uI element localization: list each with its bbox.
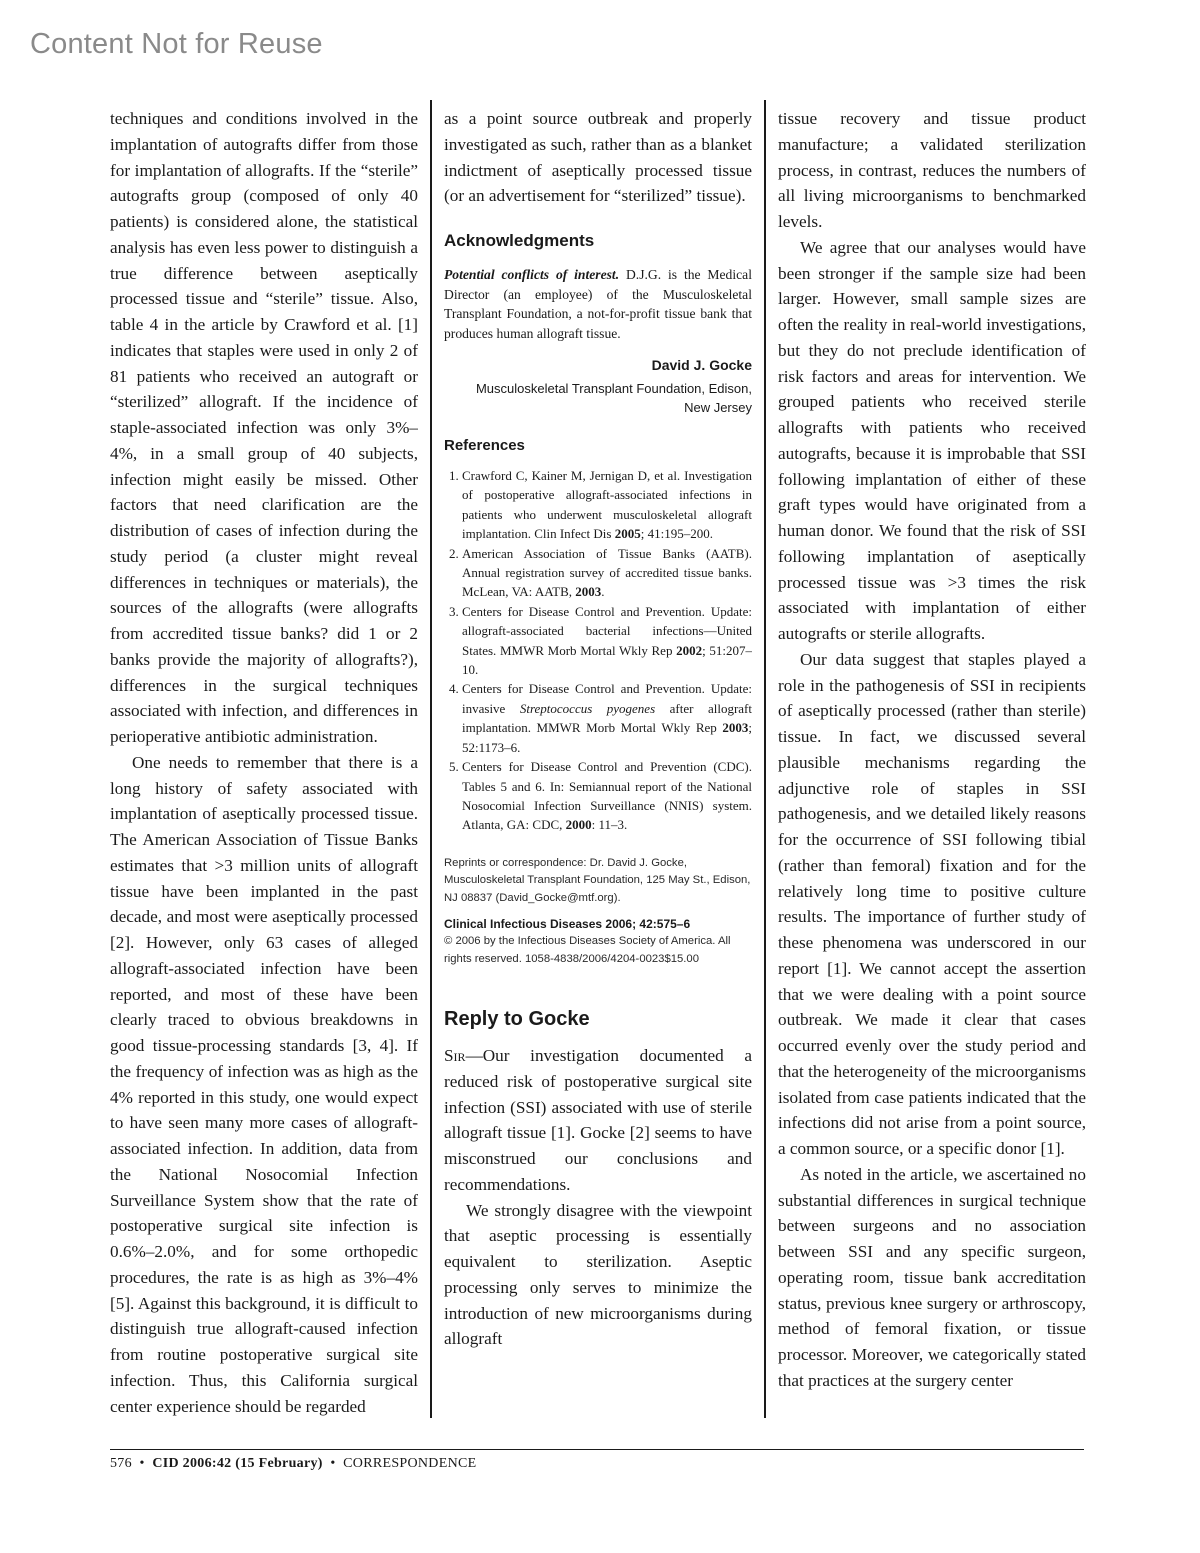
salutation: Sir — [444, 1046, 466, 1066]
coi-label: Potential conflicts of interest. — [444, 267, 620, 282]
reference-item: 5. Centers for Disease Control and Prevention (CDC). Tables 5 and 6. In: Semiannual report of the National Nosocomial Infection Surveillance (NNIS) system. Atlanta, GA: CDC, 2000: 11–3. — [462, 757, 752, 835]
copyright-note: © 2006 by the Infectious Diseases Society of America. All rights reserved. 1058-4838/2006/4204-0023$15.00 — [444, 935, 731, 965]
paragraph: We strongly disagree with the viewpoint that aseptic processing is essentially equivalent to sterilization. Aseptic processing only serves to minimize the introduction of new microorganisms during allograft — [444, 1200, 752, 1349]
paragraph: As noted in the article, we ascertained no substantial differences in surgical technique between surgeons and no association between SSI and any specific surgeon, operating room, tissue bank accreditation status, previous knee surgery or arthroscopy, method of femoral fixation, or tissue processor. Moreover, we categorically stated that practices at the surgery center — [778, 1164, 1086, 1390]
paragraph: Sir—Our investigation documented a reduced risk of postoperative surgical site infection (SSI) associated with use of sterile allograft tissue [1]. Gocke [2] seems to have misconstrued our conclusions and recommendations. — [444, 1046, 752, 1194]
journal-citation: Clinical Infectious Diseases 2006; 42:575–6 — [444, 917, 691, 932]
reference-item: 4. Centers for Disease Control and Prevention. Update: invasive Streptococcus pyogenes after allograft implantation. MMWR Morb Mortal Wkly Rep 2003; 52:1173–6. — [462, 679, 752, 757]
author-affiliation: Musculoskeletal Transplant Foundation, Edison, New Jersey — [475, 381, 752, 415]
reference-item: 3. Centers for Disease Control and Prevention. Update: allograft-associated bacterial infections—United States. MMWR Morb Mortal Wkly Rep 2002; 51:207–10. — [462, 602, 752, 680]
acknowledgments-heading: Acknowledgments — [444, 231, 595, 250]
paragraph: tissue recovery and tissue product manufacture; a validated sterilization process, in contrast, reduces the numbers of all living microorganisms to benchmarked levels. — [778, 109, 1086, 231]
paragraph: We agree that our analyses would have been stronger if the sample size had been larger. However, small sample sizes are often the reality in real-world investigations, but they do not preclude identification of risk factors and areas for intervention. We grouped patients who received sterile allografts with patients who received autografts, because it is improbable that SSI following implantation of either of these graft types would have originated from a human donor. We found that the risk of SSI following implantation of aseptically processed tissue was >3 times the risk associated with implantation of either autografts or sterile allografts. — [778, 237, 1086, 643]
column-2 — [444, 106, 752, 1418]
reference-list — [444, 466, 752, 835]
reprints-note: Reprints or correspondence: Dr. David J. Gocke, Musculoskeletal Transplant Foundation, 125 May St., Edison, NJ 08837 (David_Gocke@mtf.org). — [444, 856, 751, 904]
column-divider — [430, 100, 432, 1418]
reply-heading: Reply to Gocke — [444, 1008, 590, 1031]
reference-item: 2. American Association of Tissue Banks (AATB). Annual registration survey of accredited tissue banks. McLean, VA: AATB, 2003. — [462, 544, 752, 602]
column-1 — [110, 106, 418, 1418]
page-footer: 576 • CID 2006:42 (15 February) • CORRESPONDENCE — [110, 1456, 477, 1471]
paragraph: techniques and conditions involved in the implantation of autografts differ from those for implantation of allografts. If the “sterile” autografts group (composed of only 40 patients) is considered alone, the statistical analysis has even less power to distinguish a true difference between aseptically processed tissue and “sterile” tissue. Also, table 4 in the article by Crawford et al. [1] indicates that staples were used in only 2 of 81 patients who received an autograft or “sterilized” allograft. If the incidence of staple-associated infection was only 3%–4%, in a small group of 40 subjects, infection might easily be missed. Other factors that need clarification are the distribution of cases of infection during the study period (a cluster might reveal differences in techniques or materials), the sources of the allografts (were allografts from accredited tissue banks? did 1 or 2 banks provide the majority of allografts?), differences in the surgical techniques associated with infection, and differences in perioperative antibiotic administration. — [110, 109, 418, 746]
column-divider — [764, 100, 766, 1418]
reference-item: 1. Crawford C, Kainer M, Jernigan D, et al. Investigation of postoperative allograft-associated infections in patients who underwent musculoskeletal allograft implantation. Clin Infect Dis 2005; 41:195–200. — [462, 466, 752, 544]
paragraph: Our data suggest that staples played a role in the pathogenesis of SSI in recipients of aseptically processed (rather than sterile) tissue. In fact, we discussed several plausible mechanisms regarding the adjunctive role of staples in SSI pathogenesis, and we detailed likely reasons for the occurrence of SSI following tibial (rather than femoral) fixation and for the relatively long time to positive culture results. The importance of further study of these phenomena was underscored in our report [1]. We cannot accept the assertion that we were dealing with a point source outbreak. We made it clear that cases occurred evenly over the study period and that the heterogeneity of the microorganisms isolated from case patients indicated that the infections did not arise from a point source, a common source, or a specific donor [1]. — [778, 649, 1086, 1158]
section-name: CORRESPONDENCE — [343, 1456, 477, 1471]
column-3 — [778, 106, 1086, 1418]
journal-issue: CID 2006:42 (15 February) — [152, 1456, 323, 1471]
coi-text: D.J.G. is the Medical Director (an employee) of the Musculoskeletal Transplant Foundation, a not-for-profit tissue bank that produces human allograft tissue. — [444, 267, 752, 341]
footer-divider — [110, 1449, 1084, 1450]
conflicts-of-interest — [444, 265, 752, 343]
paragraph: One needs to remember that there is a long history of safety associated with implantation of aseptically processed tissue. The American Association of Tissue Banks estimates that >3 million units of allograft tissue have been implanted in the past decade, and most were aseptically processed [2]. However, only 63 cases of alleged allograft-associated infection have been reported, and most of these have been clearly traced to obvious breakdowns in good tissue-processing standards [3, 4]. If the frequency of infection was as high as the 4% reported in this study, one would expect to have seen many more cases of allograft-associated infection. In addition, data from the National Nosocomial Infection Surveillance System show that the rate of postoperative surgical site infection is 0.6%–2.0%, and for some orthopedic procedures, the rate is as high as 3%–4% [5]. Against this background, it is difficult to distinguish true allograft-caused infection from routine postoperative surgical site infection. Thus, this California surgical center experience should be regarded — [110, 752, 418, 1416]
references-heading: References — [444, 437, 525, 454]
paragraph: as a point source outbreak and properly investigated as such, rather than as a blanket indictment of aseptically processed tissue (or an advertisement for “sterilized” tissue). — [444, 109, 752, 206]
author-name: David J. Gocke — [651, 357, 752, 373]
page-number: 576 — [110, 1456, 132, 1471]
watermark: Content Not for Reuse — [30, 28, 323, 60]
